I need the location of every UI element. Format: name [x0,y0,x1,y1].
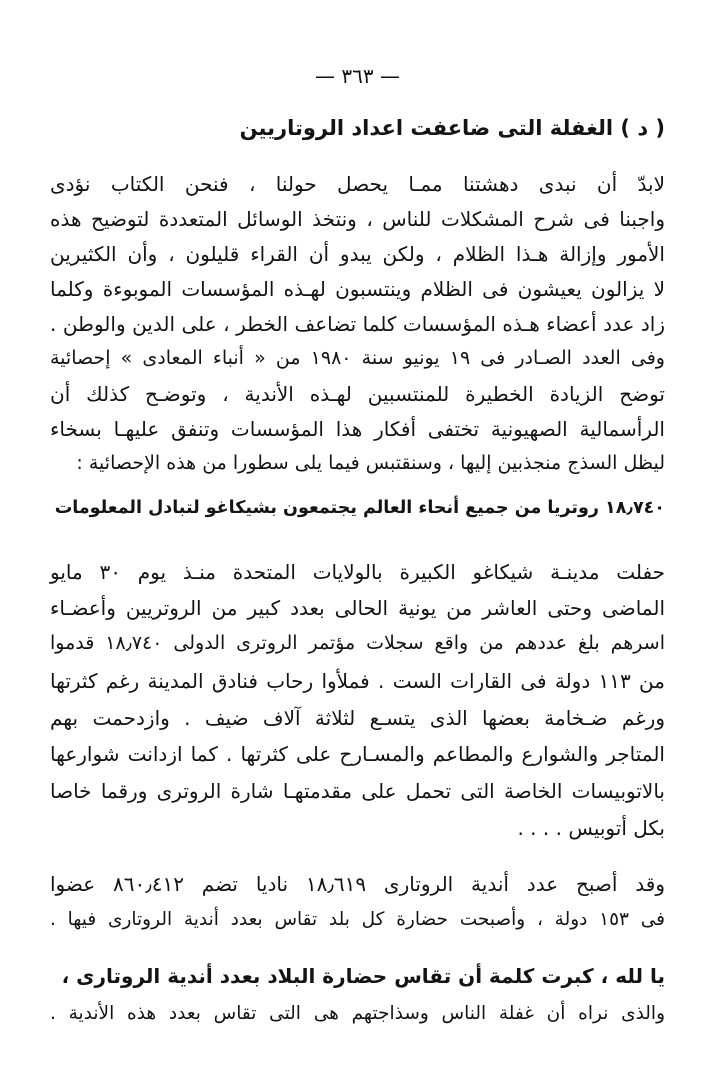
paragraph-line: زاد عدد أعضاء هـذه المؤسسات كلما تضاعف الخطر ، على الدين والوطن . [50,312,665,336]
paragraph-line: ليظل السذج منجذبين إليها ، وسنقتبس فيما يلى سطورا من هذه الإحصائية : [76,452,665,474]
page-number: — ٣٦٣ — [315,64,400,88]
paragraph-line: لا يزالون يعيشون فى الظلام وينتسبون لهـذه المؤسسات الموبوءة وكلما [50,277,665,301]
paragraph-line: فى ١٥٣ دولة ، وأصبحت حضارة كل بلد تقاس بعدد أندية الروتارى فيها . [50,909,666,930]
paragraph-line: حفلت مدينـة شيكاغو الكبيرة بالولايات المتحدة منـذ يوم ٣٠ مايو [50,560,666,584]
paragraph-line: ورغم ضـخامة بعضها الذى يتسـع لثلاثة آلاف ضيف . وازدحمت بهم [50,706,665,730]
paragraph-line: الماضى وحتى العاشر من يونية الحالى بعدد كبير من الروتريين وأعضـاء [50,596,665,620]
paragraph-line: لابدّ أن نبدى دهشتنا ممـا يحصل حولنا ، فنحن الكتاب نؤدى [50,172,665,196]
section-heading-negligence: ( د ) الغفلة التى ضاعفت اعداد الروتاريين [239,116,665,140]
paragraph-line: توضح الزيادة الخطيرة للمنتسبين لهـذه الأندية ، وتوضـح كذلك أن [50,382,665,406]
paragraph-line: وقد أصبح عدد أندية الروتارى ١٨٫٦١٩ ناديا تضم ٨٦٠٫٤١٢ عضوا [50,872,665,896]
paragraph-line: بكل أتوبيس . . . . [517,816,665,840]
paragraph-line: الأمور وإزالة هـذا الظلام ، ولكن يبدو أن القراء قليلون ، وأن الكثيرين [50,242,665,266]
paragraph-line: بالاتوبيسات الخاصة التى تحمل على مقدمتهـا شارة الروترى ورقما خاصا [50,779,665,803]
section-heading-chicago: ١٨٫٧٤٠ روتريا من جميع أنحاء العالم يجتمعون بشيكاغو لتبادل المعلومات [54,498,665,518]
paragraph-line: واجبنا فى شرح المشكلات للناس ، ونتخذ الوسائل المتعددة لتوضيح هذه [50,207,665,231]
paragraph-line: وفى العدد الصـادر فى ١٩ يونيو سنة ١٩٨٠ من « أنباء المعادى » إحصائية [50,347,665,369]
paragraph-line: والذى نراه أن غفلة الناس وسذاجتهم هى التى تقاس بعدد هذه الأندية . [50,1003,665,1024]
paragraph-line: اسرهم بلغ عددهم من واقع سجلات مؤتمر الروترى الدولى ١٨٫٧٤٠ قدموا [50,632,665,654]
section-heading-exclamation: يا لله ، كبرت كلمة أن تقاس حضارة البلاد بعدد أندية الروتارى ، [61,964,665,988]
paragraph-line: المتاجر والشوارع والمطاعم والمسـارح على كثرتها . كما ازدانت شوارعها [50,742,665,766]
paragraph-line: من ١١٣ دولة فى القارات الست . فملأوا رحاب فنادق المدينة رغم كثرتها [50,669,665,693]
paragraph-line: الرأسمالية الصهيونية تختفى أفكار هذا المؤسسات وتنفق عليهـا بسخاء [50,417,665,441]
